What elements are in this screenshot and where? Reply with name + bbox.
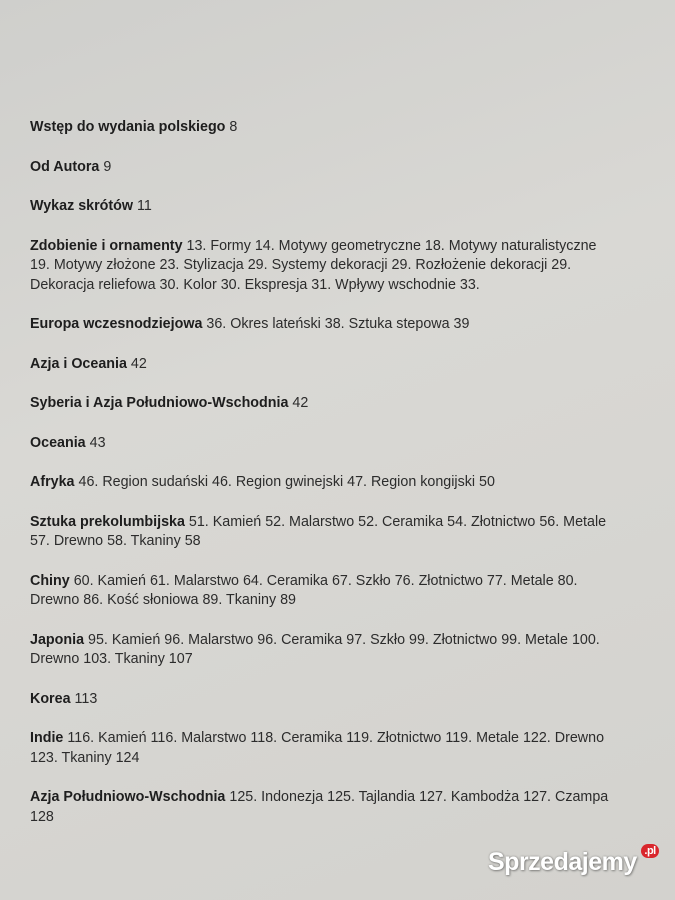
toc-heading: Zdobienie i ornamenty — [30, 237, 183, 254]
toc-heading: Azja i Oceania — [30, 355, 127, 372]
toc-entry — [30, 473, 620, 493]
toc-pages: 60. Kamień 61. Malarstwo 64. Ceramika 67. Szkło 76. Złotnictwo 77. Metale 80. Drewno 86. Kość słoniowa 89. Tkaniny 89 — [30, 572, 578, 608]
toc-heading: Chiny — [30, 572, 70, 589]
toc-pages: 51. Kamień 52. Malarstwo 52. Ceramika 54. Złotnictwo 56. Metale 57. Drewno 58. Tkaniny 58 — [30, 513, 607, 549]
watermark-name: Sprzedajemy — [488, 848, 637, 876]
toc-heading: Wstęp do wydania polskiego — [30, 119, 226, 135]
toc-pages: 9 — [99, 158, 112, 175]
toc-heading: Afryka — [30, 474, 75, 490]
watermark-logo — [488, 845, 656, 877]
toc-heading: Indie — [30, 730, 64, 746]
toc-pages: 11 — [133, 198, 152, 214]
toc-entry — [30, 355, 620, 375]
toc-heading: Korea — [30, 690, 71, 707]
toc-pages: 8 — [225, 119, 238, 135]
toc-pages: 116. Kamień 116. Malarstwo 118. Ceramika 119. Złotnictwo 119. Metale 122. Drewno 123. Tkaniny 124 — [30, 730, 605, 766]
toc-pages: 95. Kamień 96. Malarstwo 96. Ceramika 97. Szkło 99. Złotnictwo 99. Metale 100. Drewno 103. Tkaniny 107 — [30, 631, 600, 667]
toc-entry — [30, 729, 620, 768]
toc-heading: Azja Południowo-Wschodnia — [30, 789, 226, 805]
toc-pages: 43 — [85, 434, 106, 451]
toc-heading: Od Autora — [30, 158, 100, 175]
toc-entry — [30, 315, 620, 335]
toc-pages: 125. Indonezja 125. Tajlandia 127. Kambodża 127. Czampa 128 — [30, 789, 609, 825]
toc-pages: 42 — [288, 395, 309, 411]
toc-heading: Europa wczesnodziejowa — [30, 316, 203, 332]
toc-heading: Oceania — [30, 434, 86, 451]
toc-entry — [30, 572, 620, 611]
toc-heading: Japonia — [30, 631, 85, 648]
toc-pages: 113 — [70, 690, 98, 707]
toc-pages: 13. Formy 14. Motywy geometryczne 18. Motywy naturalistyczne 19. Motywy złożone 23. Stylizacja 29. Systemy dekoracji 29. Rozłożenie dekoracji 29. Dekoracja reliefowa 30. Kolor 30. Ekspresja 31. Wpływy wschodnie 33. — [30, 237, 597, 293]
toc-heading: Wykaz skrótów — [30, 198, 134, 214]
toc-entry — [30, 394, 620, 414]
toc-entry — [30, 690, 620, 710]
toc-pages: 42 — [126, 355, 147, 372]
toc-heading: Sztuka prekolumbijska — [30, 513, 185, 530]
toc-entry — [30, 197, 620, 217]
toc-pages: 46. Region sudański 46. Region gwinejski 47. Region kongijski 50 — [74, 474, 495, 490]
toc-heading: Syberia i Azja Południowo-Wschodnia — [30, 395, 289, 411]
toc-entry — [30, 158, 620, 178]
toc-pages: 36. Okres lateński 38. Sztuka stepowa 39 — [202, 316, 470, 332]
toc-entry — [30, 434, 620, 454]
toc-entry — [30, 237, 620, 296]
watermark-tld: .pl — [641, 844, 658, 858]
toc-entry — [30, 513, 620, 552]
table-of-contents — [30, 118, 620, 847]
toc-entry — [30, 631, 620, 670]
toc-entry — [30, 118, 620, 138]
toc-entry — [30, 788, 620, 827]
